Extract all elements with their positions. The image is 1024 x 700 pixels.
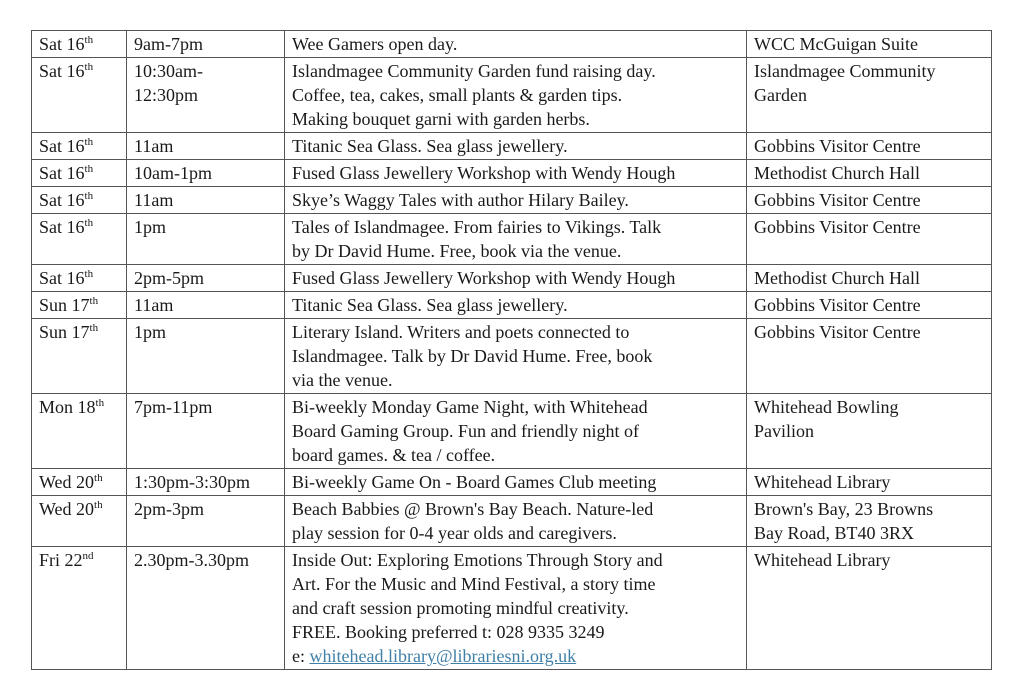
time-cell [127, 58, 285, 133]
venue-line: Methodist Church Hall [754, 163, 920, 183]
events-table-body [32, 31, 992, 670]
description-line: Bi-weekly Monday Game Night, with Whitehead [292, 397, 648, 417]
day-suffix: th [95, 397, 105, 409]
day-suffix: th [94, 472, 103, 484]
venue-cell [747, 160, 992, 187]
venue-line: Whitehead Bowling [754, 397, 899, 417]
day-label: Sat 16 [39, 136, 85, 156]
time-label: 11am [134, 295, 174, 315]
day-suffix: th [84, 268, 94, 280]
description-line: by Dr David Hume. Free, book via the venue. [292, 241, 622, 261]
venue-cell [747, 214, 992, 265]
venue-cell [747, 187, 992, 214]
description-line: Making bouquet garni with garden herbs. [292, 109, 590, 129]
day-cell [32, 160, 127, 187]
table-row [32, 214, 992, 265]
table-row [32, 394, 992, 469]
events-table [31, 30, 992, 670]
venue-line: Bay Road, BT40 3RX [754, 523, 914, 543]
day-label: Wed 20 [39, 499, 95, 519]
venue-cell [747, 319, 992, 394]
venue-cell [747, 469, 992, 496]
day-cell [32, 31, 127, 58]
time-cell [127, 394, 285, 469]
description-line: via the venue. [292, 370, 393, 390]
venue-line: Methodist Church Hall [754, 268, 920, 288]
day-label: Sat 16 [39, 163, 85, 183]
day-cell [32, 214, 127, 265]
table-row [32, 160, 992, 187]
day-suffix: th [84, 136, 94, 148]
time-label: 7pm-11pm [134, 397, 213, 417]
venue-line: Garden [754, 85, 807, 105]
venue-cell [747, 547, 992, 670]
time-cell [127, 496, 285, 547]
time-cell [127, 547, 285, 670]
description-line: Titanic Sea Glass. Sea glass jewellery. [292, 136, 568, 156]
time-cell [127, 187, 285, 214]
description-line: Inside Out: Exploring Emotions Through Story and [292, 550, 663, 570]
day-label: Sat 16 [39, 217, 85, 237]
table-row [32, 319, 992, 394]
day-cell [32, 547, 127, 670]
time-cell [127, 265, 285, 292]
time-label: 1pm [134, 217, 167, 237]
day-cell [32, 319, 127, 394]
description-line: Islandmagee. Talk by Dr David Hume. Free, book [292, 346, 653, 366]
day-suffix: th [84, 190, 94, 202]
table-row [32, 469, 992, 496]
time-label: 1:30pm-3:30pm [134, 472, 250, 492]
time-label: 10:30am- [134, 61, 203, 81]
day-suffix: th [84, 217, 94, 229]
description-cell [285, 496, 747, 547]
time-label: 2.30pm-3.30pm [134, 550, 249, 570]
description-cell [285, 214, 747, 265]
day-cell [32, 292, 127, 319]
description-cell [285, 31, 747, 58]
description-line: Bi-weekly Game On - Board Games Club meeting [292, 472, 657, 492]
time-cell [127, 160, 285, 187]
email-link[interactable]: whitehead.library@librariesni.org.uk [309, 646, 577, 666]
description-line: Art. For the Music and Mind Festival, a story time [292, 574, 656, 594]
description-line: Beach Babbies @ Brown's Bay Beach. Nature-led [292, 499, 654, 519]
description-cell [285, 265, 747, 292]
description-line: and craft session promoting mindful creativity. [292, 598, 629, 618]
day-suffix: th [89, 295, 99, 307]
description-cell [285, 133, 747, 160]
venue-line: Gobbins Visitor Centre [754, 295, 921, 315]
email-prefix: e: [292, 646, 310, 666]
day-cell [32, 394, 127, 469]
table-row [32, 31, 992, 58]
description-line: play session for 0-4 year olds and caregivers. [292, 523, 617, 543]
venue-line: Brown's Bay, 23 Browns [754, 499, 934, 519]
time-cell [127, 469, 285, 496]
day-cell [32, 58, 127, 133]
venue-cell [747, 496, 992, 547]
description-line: Tales of Islandmagee. From fairies to Vikings. Talk [292, 217, 662, 237]
day-suffix: th [84, 34, 94, 46]
day-suffix: th [89, 322, 99, 334]
day-cell [32, 265, 127, 292]
day-label: Sat 16 [39, 268, 85, 288]
description-cell [285, 319, 747, 394]
time-label: 9am-7pm [134, 34, 203, 54]
day-label: Mon 18 [39, 397, 96, 417]
venue-cell [747, 58, 992, 133]
day-label: Sun 17 [39, 322, 90, 342]
description-cell [285, 160, 747, 187]
venue-line: Gobbins Visitor Centre [754, 217, 921, 237]
venue-line: Whitehead Library [754, 550, 891, 570]
table-row [32, 292, 992, 319]
day-cell [32, 469, 127, 496]
time-cell [127, 31, 285, 58]
day-label: Sat 16 [39, 34, 85, 54]
description-cell [285, 394, 747, 469]
day-suffix: th [84, 163, 94, 175]
venue-line: WCC McGuigan Suite [754, 34, 918, 54]
time-cell [127, 292, 285, 319]
time-label: 1pm [134, 322, 167, 342]
time-label: 11am [134, 136, 174, 156]
venue-line: Pavilion [754, 421, 815, 441]
description-line: Islandmagee Community Garden fund raising day. [292, 61, 656, 81]
day-suffix: th [84, 61, 94, 73]
table-row [32, 547, 992, 670]
description-line: FREE. Booking preferred t: 028 9335 3249 [292, 622, 605, 642]
day-label: Fri 22 [39, 550, 83, 570]
day-cell [32, 133, 127, 160]
time-label-line-2: 12:30pm [134, 85, 199, 105]
day-label: Sat 16 [39, 190, 85, 210]
description-line: Coffee, tea, cakes, small plants & garden tips. [292, 85, 623, 105]
day-suffix: nd [82, 550, 94, 562]
venue-cell [747, 31, 992, 58]
day-label: Wed 20 [39, 472, 95, 492]
description-line: Skye’s Waggy Tales with author Hilary Bailey. [292, 190, 629, 210]
day-label: Sun 17 [39, 295, 90, 315]
day-cell [32, 187, 127, 214]
day-label: Sat 16 [39, 61, 85, 81]
description-line: Literary Island. Writers and poets connected to [292, 322, 630, 342]
time-cell [127, 214, 285, 265]
venue-line: Gobbins Visitor Centre [754, 136, 921, 156]
table-row [32, 496, 992, 547]
description-line: Fused Glass Jewellery Workshop with Wendy Hough [292, 163, 676, 183]
description-cell [285, 58, 747, 133]
time-cell [127, 133, 285, 160]
description-line: Titanic Sea Glass. Sea glass jewellery. [292, 295, 568, 315]
time-label: 10am-1pm [134, 163, 212, 183]
description-line: Fused Glass Jewellery Workshop with Wendy Hough [292, 268, 676, 288]
time-label: 2pm-3pm [134, 499, 204, 519]
table-row [32, 187, 992, 214]
time-cell [127, 319, 285, 394]
day-suffix: th [94, 499, 103, 511]
description-cell [285, 469, 747, 496]
venue-cell [747, 292, 992, 319]
description-line: Wee Gamers open day. [292, 34, 458, 54]
time-label: 11am [134, 190, 174, 210]
table-row [32, 58, 992, 133]
venue-line: Whitehead Library [754, 472, 891, 492]
description-line: board games. & tea / coffee. [292, 445, 496, 465]
venue-cell [747, 394, 992, 469]
description-cell [285, 547, 747, 670]
description-cell [285, 292, 747, 319]
table-row [32, 265, 992, 292]
description-cell [285, 187, 747, 214]
description-line: Board Gaming Group. Fun and friendly night of [292, 421, 639, 441]
venue-line: Islandmagee Community [754, 61, 936, 81]
time-label: 2pm-5pm [134, 268, 204, 288]
venue-cell [747, 133, 992, 160]
table-row [32, 133, 992, 160]
venue-line: Gobbins Visitor Centre [754, 322, 921, 342]
email-line [292, 644, 739, 668]
day-cell [32, 496, 127, 547]
venue-cell [747, 265, 992, 292]
venue-line: Gobbins Visitor Centre [754, 190, 921, 210]
